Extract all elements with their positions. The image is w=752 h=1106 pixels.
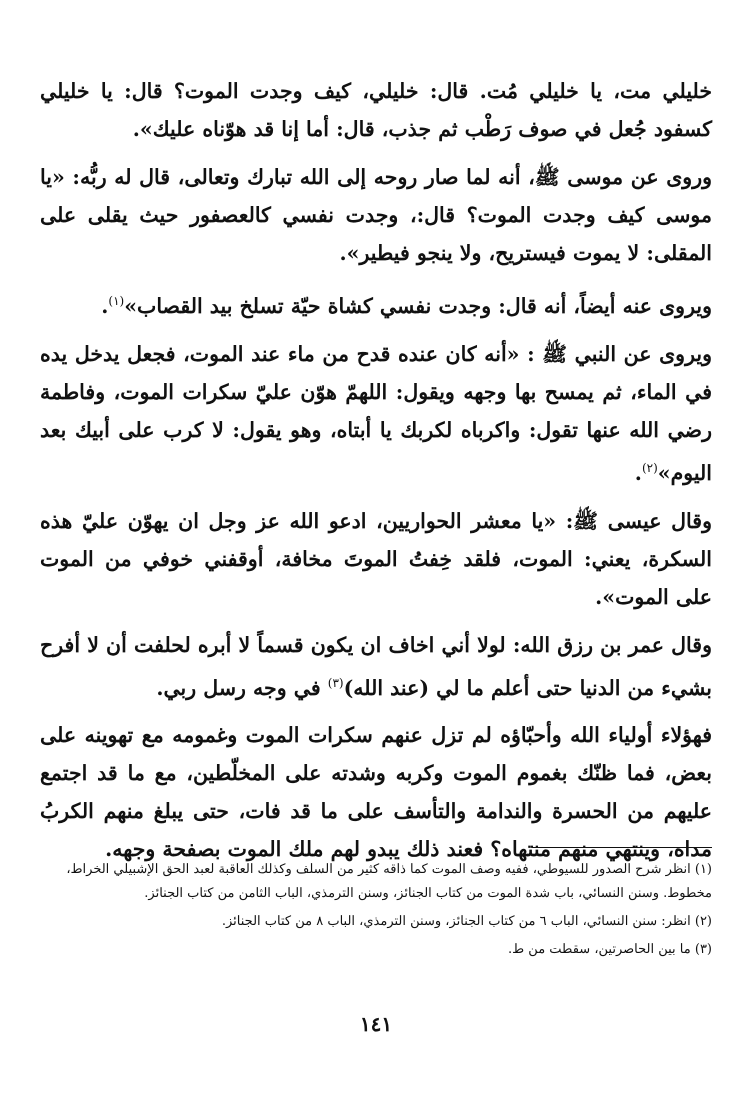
footnote-divider bbox=[532, 847, 712, 848]
paragraph: وقال عيسى ﷺ: «يا معشر الحواريين، ادعو الله عز وجل ان يهوّن عليّ هذه السكرة، يعني: الموت، فلقد خِفتُ الموتَ مخافة، أوقفني خوفي من الموت على الموت». bbox=[40, 508, 712, 609]
paragraph: ويروى عن النبي ﷺ : «أنه كان عنده قدح من ماء عند الموت، فجعل يدخل يده في الماء، ثم يمسح بها وجهه ويقول: اللهمّ هوّن عليّ سكرات الموت، وفاطمة رضي الله عنها تقول: واكرباه لكربك يا أبتاه، وهو يقول: لا كرب على أبيك بعد اليوم»$^{(٢)}$. bbox=[40, 341, 712, 485]
footnote: (٣) ما بين الحاصرتين، سقطت من ط. bbox=[508, 942, 712, 957]
main-text bbox=[40, 72, 712, 878]
footnote-marker: (٣) bbox=[327, 675, 344, 690]
page-number: ١٤١ bbox=[359, 1012, 393, 1036]
footnote: (٢) انظر: سنن النسائي، الباب ٦ من كتاب الجنائز، وسنن الترمذي، الباب ٨ من كتاب الجنائز. bbox=[221, 914, 712, 929]
footnote-marker: (٢) bbox=[641, 460, 658, 475]
footnotes bbox=[40, 858, 712, 966]
paragraph: وروى عن موسى ﷺ، أنه لما صار روحه إلى الله تبارك وتعالى، قال له ربُّه: «يا موسى كيف وجدت الموت؟ قال:، وجدت نفسي كالعصفور حيث يقلى على المقلى: لا يموت فيستريح، ولا ينجو فيطير». bbox=[40, 165, 712, 265]
paragraph: ويروى عنه أيضاً، أنه قال: وجدت نفسي كشاة حيّة تسلخ بيد القصاب»$^{(١)}$. bbox=[101, 293, 712, 318]
paragraph: وقال عمر بن رزق الله: لولا أني اخاف ان يكون قسماً لا أبره لحلفت أن لا أفرح بشيء من الدنيا حتى أعلم ما لي (عند الله)$^{(٣)}$ في وجه رسل ربي. bbox=[40, 632, 712, 700]
paragraph: فهؤلاء أولياء الله وأحبّاؤه لم تزل عنهم سكرات الموت وغمومه مع تهوينه على بعض، فما ظنّك بغموم الموت وكربه وشدته على المخلّطين، مع ما قد اجتمع عليهم من الحسرة والندامة والتأسف على ما قد فات، حتى يبلغ منهم الكربُ مداه، وينتهي منهم منتهاه؟ فعند ذلك يبدو لهم ملك الموت بصفحة وجهه. bbox=[40, 723, 712, 862]
footnote-marker: (١) bbox=[108, 294, 125, 308]
footnote: (١) انظر شرح الصدور للسيوطي، ففيه وصف الموت كما ذاقه كثير من السلف وكذلك العاقبة لعبد الحق الإشبيلي الخراط، مخطوط. وسنن النسائي، باب شدة الموت من كتاب الجنائز، وسنن الترمذي، الباب الثامن من كتاب الجنائز. bbox=[66, 862, 712, 901]
paragraph: خليلي مت، يا خليلي مُت. قال: خليلي، كيف وجدت الموت؟ قال: يا خليلي كسفود جُعل في صوف رَطْب ثم جذب، قال: أما إنا قد هوّناه عليك». bbox=[40, 79, 712, 141]
